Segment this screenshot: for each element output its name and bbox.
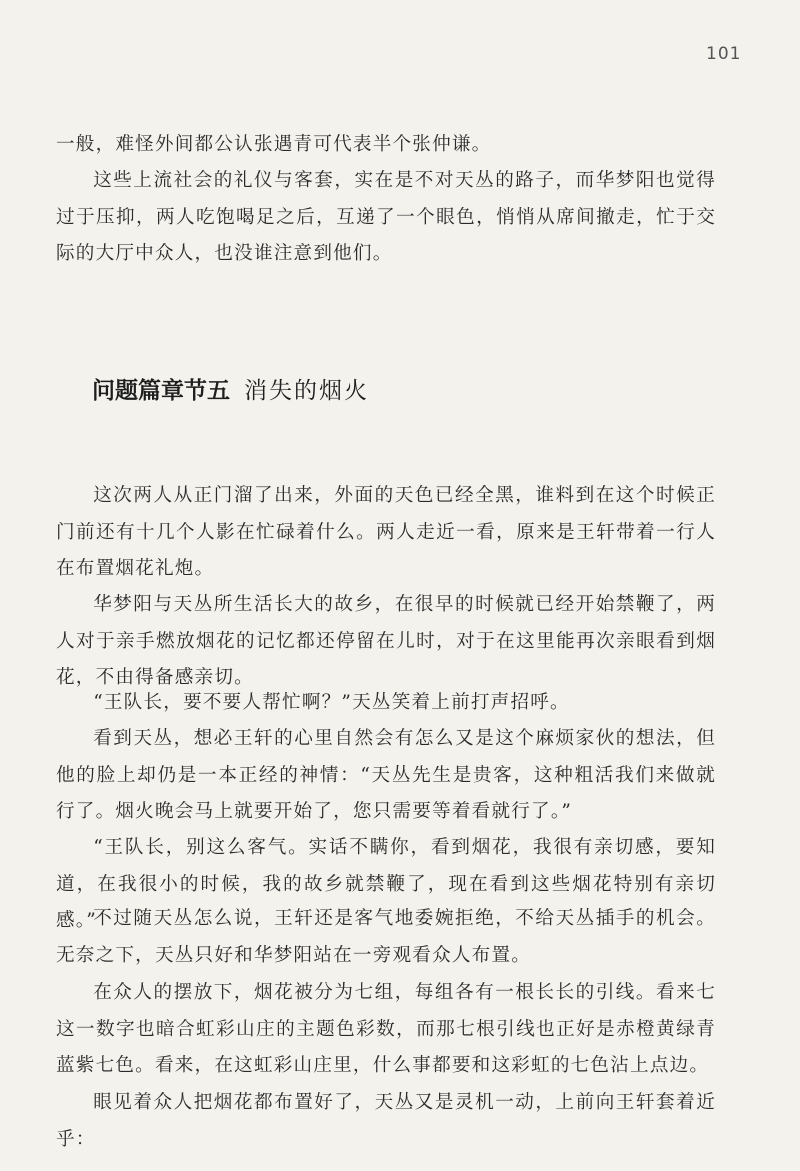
- paragraph-8: 不过随天丛怎么说，王轩还是客气地委婉拒绝，不给天丛插手的机会。无奈之下，天丛只好和华梦阳站在一旁观看众人布置。: [56, 908, 716, 966]
- chapter-number: 问题篇章节五: [92, 378, 230, 404]
- paragraph-9: 在众人的摆放下，烟花被分为七组，每组各有一根长长的引线。看来七这一数字也暗合虹彩山庄的主题色彩数，而那七根引线也正好是赤橙黄绿青蓝紫七色。看来，在这虹彩山庄里，什么事都要和这彩虹的七色沾上点边。: [56, 982, 716, 1076]
- paragraph-10: 眼见着众人把烟花都布置好了，天丛又是灵机一动，上前向王轩套着近乎：: [56, 1092, 716, 1150]
- paragraph-2: 这些上流社会的礼仪与客套，实在是不对天丛的路子，而华梦阳也觉得过于压抑，两人吃饱喝足之后，互递了一个眼色，悄悄从席间撤走，忙于交际的大厅中众人，也没谁注意到他们。: [56, 170, 716, 264]
- paragraph-6: 看到天丛，想必王轩的心里自然会有怎么又是这个麻烦家伙的想法，但他的脸上却仍是一本正经的神情：“天丛先生是贵客，这种粗活我们来做就行了。烟火晚会马上就要开始了，您只需要等着看就行了。”: [56, 728, 716, 822]
- chapter-title: 消失的烟火: [244, 378, 369, 404]
- chapter-heading: [92, 372, 369, 405]
- paragraph-4: 华梦阳与天丛所生活长大的故乡，在很早的时候就已经开始禁鞭了，两人对于亲手燃放烟花的记忆都还停留在儿时，对于在这里能再次亲眼看到烟花，不由得备感亲切。: [56, 594, 716, 688]
- paragraph-7: “王队长，别这么客气。实话不瞒你，看到烟花，我很有亲切感，要知道，在我很小的时候，我的故乡就禁鞭了，现在看到这些烟花特别有亲切感。”: [56, 837, 716, 931]
- page-number: 101: [706, 44, 742, 64]
- paragraph-3: 这次两人从正门溜了出来，外面的天色已经全黑，谁料到在这个时候正门前还有十几个人影在忙碌着什么。两人走近一看，原来是王轩带着一行人在布置烟花礼炮。: [56, 485, 716, 579]
- paragraph-5: “王队长，要不要人帮忙啊？”天丛笑着上前打声招呼。: [93, 692, 570, 713]
- paragraph-1: 一般，难怪外间都公认张遇青可代表半个张仲谦。: [56, 134, 492, 155]
